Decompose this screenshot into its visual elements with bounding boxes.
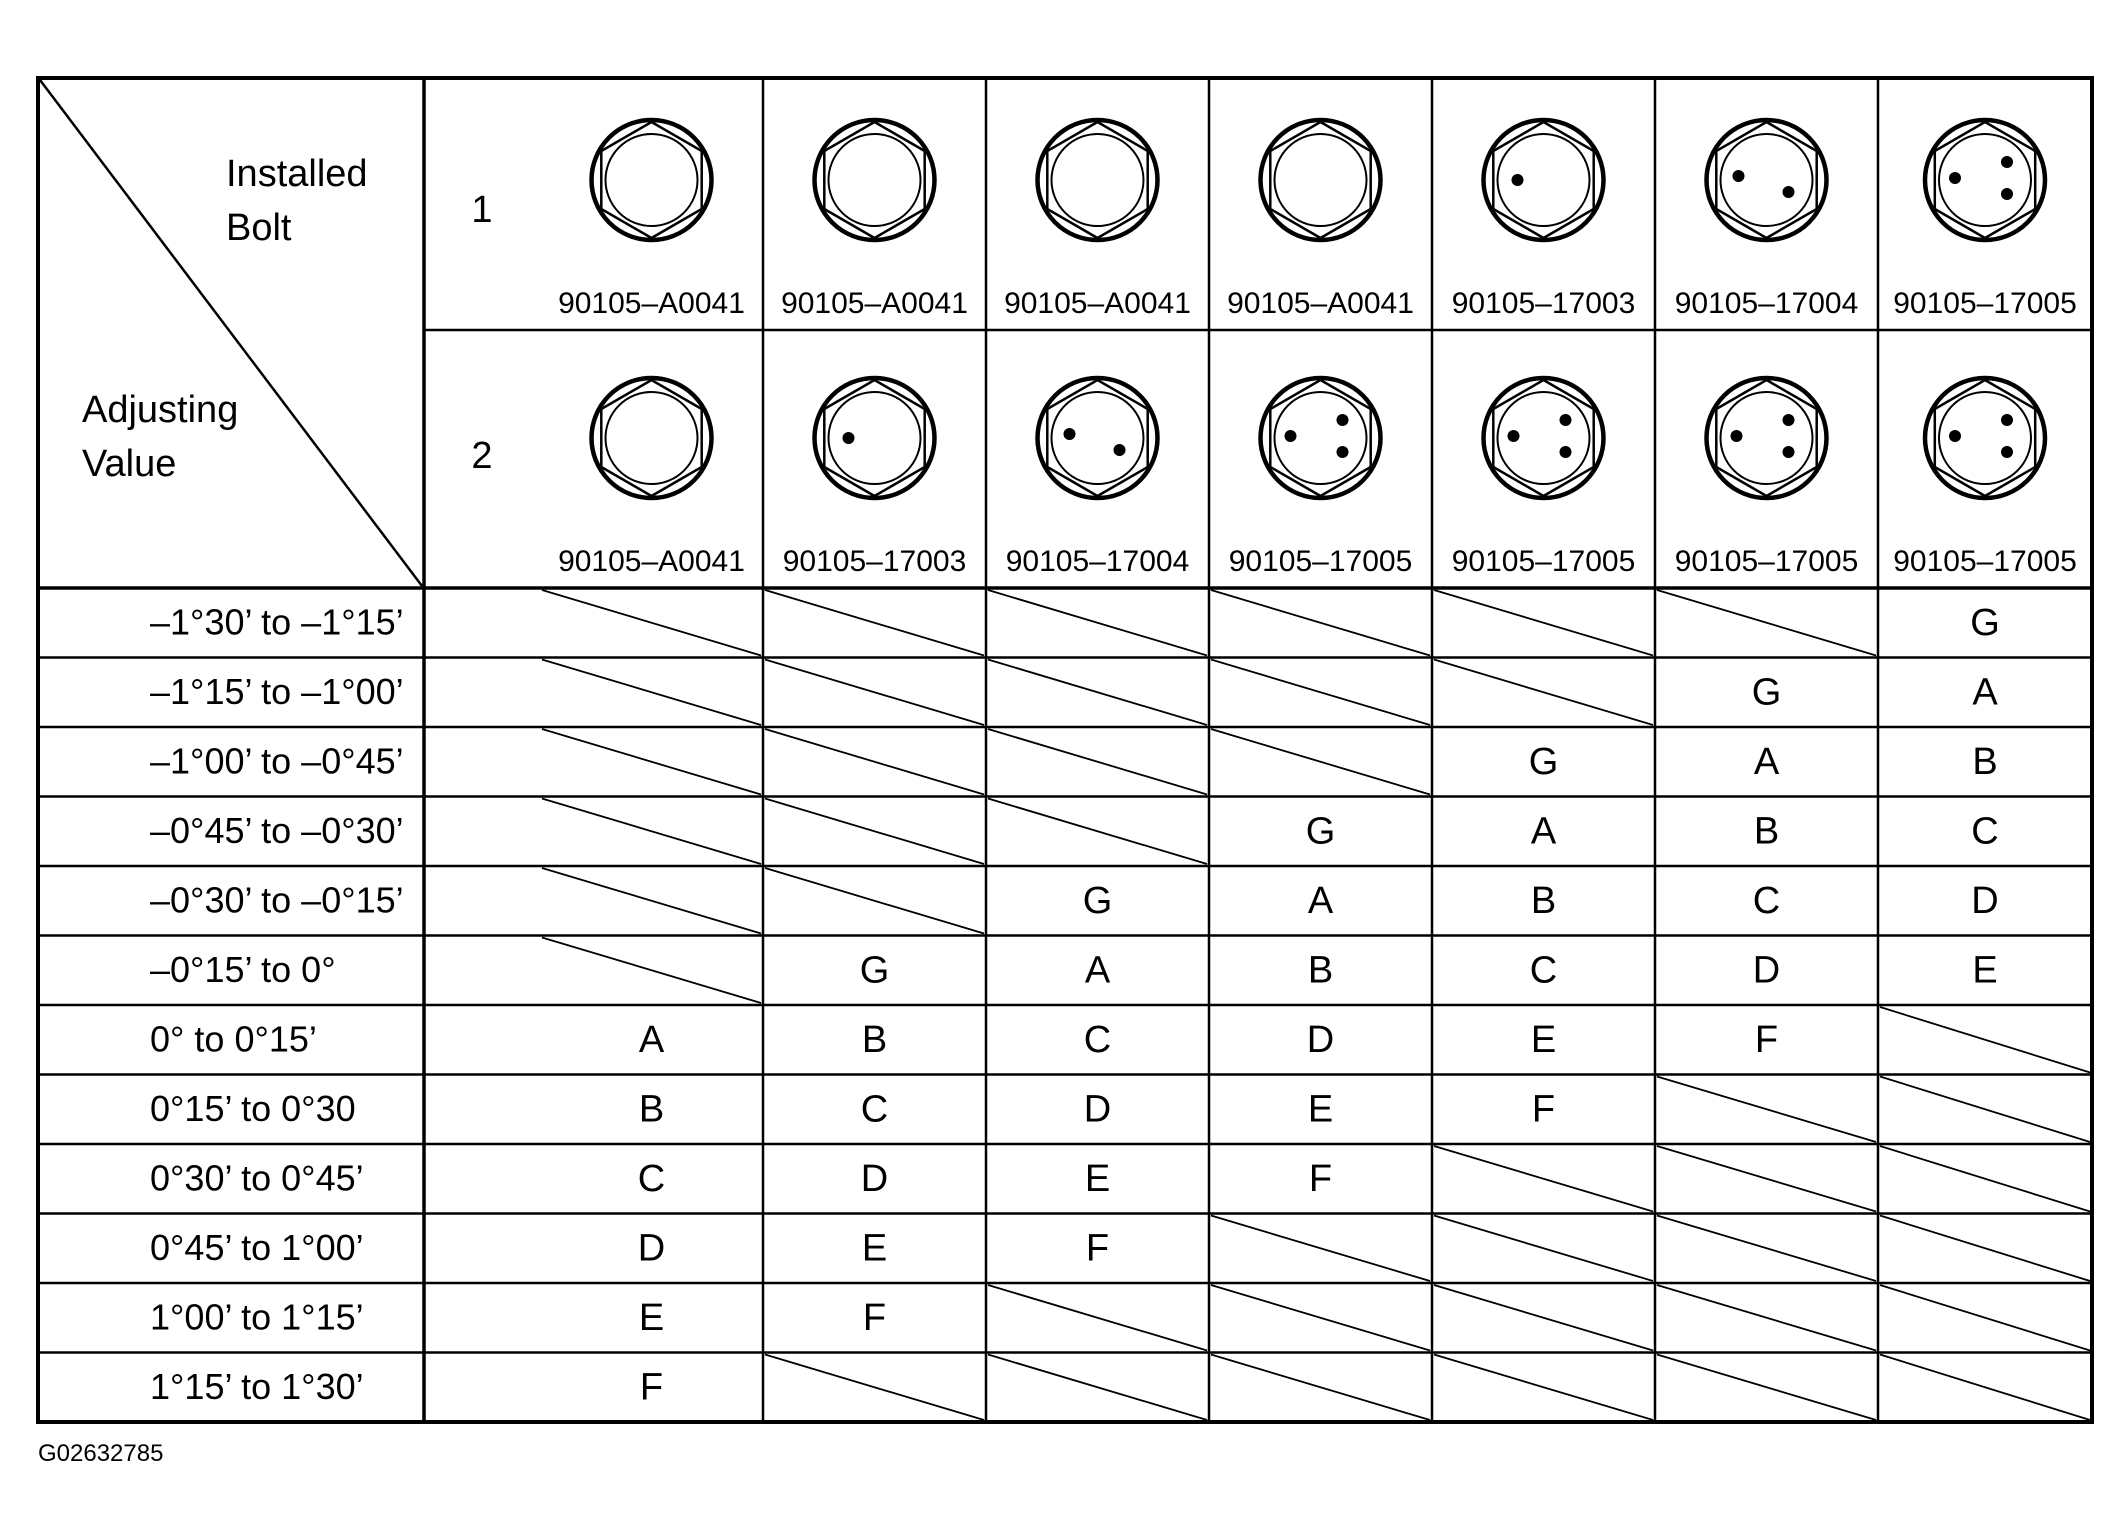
bolt-hex — [1270, 122, 1370, 238]
bolt-outer-circle — [815, 378, 935, 498]
bolt-outer-circle — [1261, 120, 1381, 240]
empty-cell-slash — [542, 729, 761, 795]
selection-code: G — [1305, 810, 1336, 853]
adjusting-range-label: –1°30’ to –1°15’ — [150, 601, 404, 643]
bolt-row-1-part-number: 90105–A0041 — [781, 286, 968, 320]
empty-cell-slash — [1211, 1285, 1430, 1351]
empty-cell-slash — [1434, 1146, 1653, 1212]
bolt-hex — [1716, 122, 1816, 238]
selection-code: A — [1972, 671, 1998, 714]
bolt-dot-mark — [2001, 156, 2013, 168]
empty-cell-slash — [1434, 660, 1653, 726]
selection-code: C — [1083, 1018, 1112, 1061]
empty-cell-slash — [1434, 1285, 1653, 1351]
bolt-dot-mark — [1783, 446, 1795, 458]
bolt-dot-mark — [1337, 446, 1349, 458]
bolt-dot-mark — [1783, 414, 1795, 426]
bolt-inner-circle — [1275, 134, 1367, 226]
selection-code: F — [1308, 1157, 1333, 1200]
empty-cell-slash — [1880, 1285, 2090, 1351]
empty-cell-slash — [542, 938, 761, 1004]
selection-code: C — [1971, 810, 1999, 853]
adjusting-range-label: 0°30’ to 0°45’ — [150, 1157, 364, 1199]
bolt-dot-mark — [1285, 430, 1297, 442]
bolt-head-icon — [592, 120, 712, 240]
bolt-dot-mark — [2001, 414, 2013, 426]
bolt-dot-mark — [1512, 174, 1524, 186]
selection-code: F — [862, 1296, 887, 1339]
bolt-row-1-part-number: 90105–17004 — [1674, 286, 1859, 320]
selection-code: B — [1530, 879, 1557, 922]
bolt-outer-circle — [592, 120, 712, 240]
bolt-row-1-part-number: 90105–A0041 — [1004, 286, 1191, 320]
selection-code: E — [638, 1296, 665, 1339]
selection-code: B — [1753, 810, 1780, 853]
empty-cell-slash — [1657, 1146, 1876, 1212]
bolt-outer-circle — [815, 120, 935, 240]
empty-cell-slash — [988, 799, 1207, 865]
selection-code: G — [859, 949, 890, 992]
selection-code: G — [1970, 601, 2000, 644]
bolt-inner-circle — [606, 392, 698, 484]
selection-code: A — [638, 1018, 665, 1061]
bolt-row-2-part-number: 90105–17004 — [1005, 544, 1190, 578]
selection-code: G — [1751, 671, 1782, 714]
bolt-head-icon — [592, 378, 712, 498]
empty-cell-slash — [542, 868, 761, 934]
selection-code: D — [1306, 1018, 1335, 1061]
bolt-dot-mark — [1508, 430, 1520, 442]
empty-cell-slash — [765, 868, 984, 934]
bolt-head-icon — [1038, 378, 1158, 498]
bolt-hex — [1493, 122, 1593, 238]
adjusting-range-label: 1°15’ to 1°30’ — [150, 1365, 364, 1407]
bolt-row-2-part-number: 90105–A0041 — [558, 544, 745, 578]
selection-code: B — [1972, 740, 1998, 783]
selection-code: C — [1752, 879, 1781, 922]
bolt-hex — [1047, 380, 1147, 496]
empty-cell-slash — [542, 660, 761, 726]
selection-code: F — [1754, 1018, 1779, 1061]
bolt-hex — [601, 380, 701, 496]
bolt-row-2-part-number: 90105–17005 — [1228, 544, 1413, 578]
bolt-outer-circle — [592, 378, 712, 498]
bolt-row-1-part-number: 90105–17003 — [1451, 286, 1636, 320]
bolt-inner-circle — [829, 134, 921, 226]
empty-cell-slash — [765, 1355, 984, 1421]
empty-cell-slash — [1211, 1216, 1430, 1282]
bolt-dot-mark — [1731, 430, 1743, 442]
adjusting-range-label: –1°00’ to –0°45’ — [150, 740, 404, 782]
selection-code: C — [1529, 949, 1558, 992]
bolt-dot-mark — [1783, 186, 1795, 198]
adjusting-range-label: –0°15’ to 0° — [150, 948, 336, 990]
adjusting-range-label: –0°30’ to –0°15’ — [150, 879, 404, 921]
selection-code: D — [860, 1157, 889, 1200]
bolt-head-icon — [1707, 378, 1827, 498]
selection-code: A — [1307, 879, 1334, 922]
empty-cell-slash — [1880, 1355, 2090, 1421]
adjusting-range-label: 0°45’ to 1°00’ — [150, 1226, 364, 1268]
empty-cell-slash — [1211, 729, 1430, 795]
selection-code: A — [1084, 949, 1111, 992]
selection-code: E — [1307, 1088, 1334, 1131]
selection-code: D — [1971, 879, 1999, 922]
selection-code: E — [861, 1227, 888, 1270]
bolt-hex — [824, 380, 924, 496]
value-label: Value — [82, 443, 177, 486]
bolt-inner-circle — [606, 134, 698, 226]
bolt-dot-mark — [1733, 170, 1745, 182]
adjusting-range-label: 0°15’ to 0°30 — [150, 1087, 356, 1129]
empty-cell-slash — [765, 590, 984, 656]
bolt-outer-circle — [1707, 120, 1827, 240]
bolt-dot-mark — [843, 432, 855, 444]
bolt-outer-circle — [1484, 378, 1604, 498]
bolt-inner-circle — [1052, 134, 1144, 226]
bolt-inner-circle — [829, 392, 921, 484]
bolt-label: Bolt — [226, 207, 292, 250]
selection-code: B — [1307, 949, 1334, 992]
empty-cell-slash — [1434, 1355, 1653, 1421]
empty-cell-slash — [1211, 660, 1430, 726]
bolt-head-icon — [815, 378, 935, 498]
selection-code: F — [1531, 1088, 1556, 1131]
bolt-head-icon — [1484, 378, 1604, 498]
bolt-head-icon — [1925, 120, 2045, 240]
empty-cell-slash — [1657, 590, 1876, 656]
empty-cell-slash — [1657, 1355, 1876, 1421]
adjusting-range-label: 1°00’ to 1°15’ — [150, 1296, 364, 1338]
bolt-dot-mark — [1560, 414, 1572, 426]
selection-code: E — [1084, 1157, 1111, 1200]
selection-code: B — [861, 1018, 888, 1061]
bolt-dot-mark — [1949, 430, 1961, 442]
selection-code: F — [1085, 1227, 1110, 1270]
selection-code: D — [1083, 1088, 1112, 1131]
selection-code: A — [1753, 740, 1780, 783]
selection-code: D — [1752, 949, 1781, 992]
adjusting-range-label: 0° to 0°15’ — [150, 1018, 317, 1060]
bolt-inner-circle — [1498, 134, 1590, 226]
bolt-dot-mark — [1337, 414, 1349, 426]
empty-cell-slash — [765, 799, 984, 865]
empty-cell-slash — [1880, 1216, 2090, 1282]
selection-code: A — [1530, 810, 1557, 853]
bolt-dot-mark — [2001, 188, 2013, 200]
selection-code: F — [639, 1366, 664, 1409]
empty-cell-slash — [542, 799, 761, 865]
selection-code: E — [1972, 949, 1998, 992]
empty-cell-slash — [542, 590, 761, 656]
selection-code: E — [1530, 1018, 1557, 1061]
empty-cell-slash — [765, 660, 984, 726]
adjusting-label: Adjusting — [82, 389, 239, 432]
bolt-outer-circle — [1925, 378, 2045, 498]
empty-cell-slash — [1211, 1355, 1430, 1421]
bolt-row-1-part-number: 90105–A0041 — [558, 286, 745, 320]
empty-cell-slash — [988, 660, 1207, 726]
bolt-outer-circle — [1038, 120, 1158, 240]
bolt-dot-mark — [2001, 446, 2013, 458]
bolt-hex — [601, 122, 701, 238]
empty-cell-slash — [1657, 1285, 1876, 1351]
bolt-outer-circle — [1925, 120, 2045, 240]
bolt-row-2-part-number: 90105–17005 — [1893, 544, 2077, 578]
installed-label: Installed — [226, 153, 368, 196]
bolt-dot-mark — [1064, 428, 1076, 440]
bolt-hex — [1047, 122, 1147, 238]
figure-code: G02632785 — [38, 1440, 164, 1467]
empty-cell-slash — [988, 729, 1207, 795]
selection-code: C — [637, 1157, 666, 1200]
adjusting-range-label: –0°45’ to –0°30’ — [150, 809, 404, 851]
bolt-outer-circle — [1038, 378, 1158, 498]
empty-cell-slash — [1880, 1146, 2090, 1212]
row-number-2: 2 — [471, 435, 493, 478]
bolt-outer-circle — [1261, 378, 1381, 498]
empty-cell-slash — [1434, 590, 1653, 656]
bolt-head-icon — [1261, 378, 1381, 498]
empty-cell-slash — [1880, 1077, 2090, 1143]
selection-code: G — [1082, 879, 1113, 922]
bolt-dot-mark — [1949, 172, 1961, 184]
bolt-dot-mark — [1560, 446, 1572, 458]
selection-code: B — [638, 1088, 665, 1131]
empty-cell-slash — [1434, 1216, 1653, 1282]
bolt-row-1-part-number: 90105–17005 — [1893, 286, 2077, 320]
empty-cell-slash — [988, 1285, 1207, 1351]
selection-code: C — [860, 1088, 889, 1131]
bolt-row-2-part-number: 90105–17003 — [782, 544, 967, 578]
empty-cell-slash — [988, 1355, 1207, 1421]
bolt-row-1-part-number: 90105–A0041 — [1227, 286, 1414, 320]
bolt-head-icon — [1484, 120, 1604, 240]
bolt-dot-mark — [1114, 444, 1126, 456]
empty-cell-slash — [1657, 1077, 1876, 1143]
bolt-outer-circle — [1707, 378, 1827, 498]
row-number-1: 1 — [471, 189, 493, 232]
selection-code: G — [1528, 740, 1559, 783]
bolt-head-icon — [1261, 120, 1381, 240]
empty-cell-slash — [765, 729, 984, 795]
bolt-row-2-part-number: 90105–17005 — [1674, 544, 1859, 578]
empty-cell-slash — [1657, 1216, 1876, 1282]
bolt-outer-circle — [1484, 120, 1604, 240]
empty-cell-slash — [988, 590, 1207, 656]
bolt-row-2-part-number: 90105–17005 — [1451, 544, 1636, 578]
empty-cell-slash — [1880, 1007, 2090, 1073]
empty-cell-slash — [1211, 590, 1430, 656]
bolt-head-icon — [1038, 120, 1158, 240]
bolt-head-icon — [1925, 378, 2045, 498]
selection-code: D — [637, 1227, 666, 1270]
bolt-head-icon — [1707, 120, 1827, 240]
bolt-head-icon — [815, 120, 935, 240]
adjusting-range-label: –1°15’ to –1°00’ — [150, 670, 404, 712]
bolt-hex — [824, 122, 924, 238]
